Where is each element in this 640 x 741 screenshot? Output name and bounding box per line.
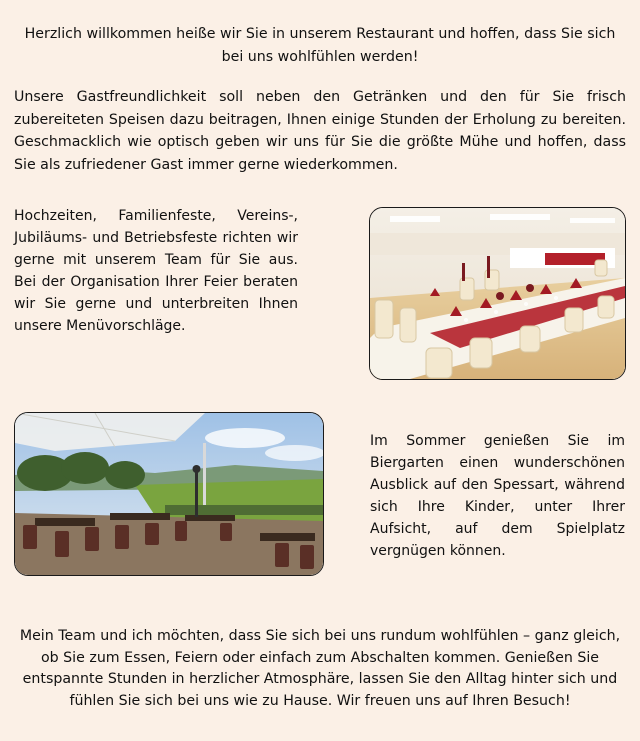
summer-text: Im Sommer genießen Sie im Biergarten einen wunderschönen Ausblick auf den Spessart, während sich Ihre Kinder, unter Ihrer Aufsicht, auf dem Spielplatz vergnügen können. bbox=[370, 433, 625, 559]
welcome-text: Herzlich willkommen heiße wir Sie in unserem Restaurant und hoffen, dass Sie sich bei uns wohlfühlen werden! bbox=[24, 26, 616, 65]
banquet-hall-photo bbox=[369, 207, 626, 380]
events-text: Hochzeiten, Familienfeste, Vereins-, Jubiläums- und Betriebsfeste richten wir gerne mit unserem Team für Sie aus. Bei der Organisation Ihrer Feier beraten wir Sie gerne und unterbreiten Ihnen unsere Menüvorschläge. bbox=[14, 208, 298, 334]
intro-text: Unsere Gastfreundlichkeit soll neben den Getränken und den für Sie frisch zubereiteten Speisen dazu beitragen, Ihnen einige Stunden der Erholung zu bereiten. Geschmacklich wie optisch geben wir uns für Sie die größte Mühe und hoffen, dass Sie als zufriedener Gast immer gerne wiederkommen. bbox=[14, 89, 626, 173]
beer-garden-photo bbox=[14, 412, 324, 576]
closing-text: Mein Team und ich möchten, dass Sie sich bei uns rundum wohlfühlen – ganz gleich, ob Sie zum Essen, Feiern oder einfach zum Abschalten kommen. Genießen Sie entspannte Stunden in herzlicher Atmosphäre, lassen Sie den Alltag hinter sich und fühlen Sie sich bei uns wie zu Hause. Wir freuen uns auf Ihren Besuch! bbox=[19, 628, 621, 709]
